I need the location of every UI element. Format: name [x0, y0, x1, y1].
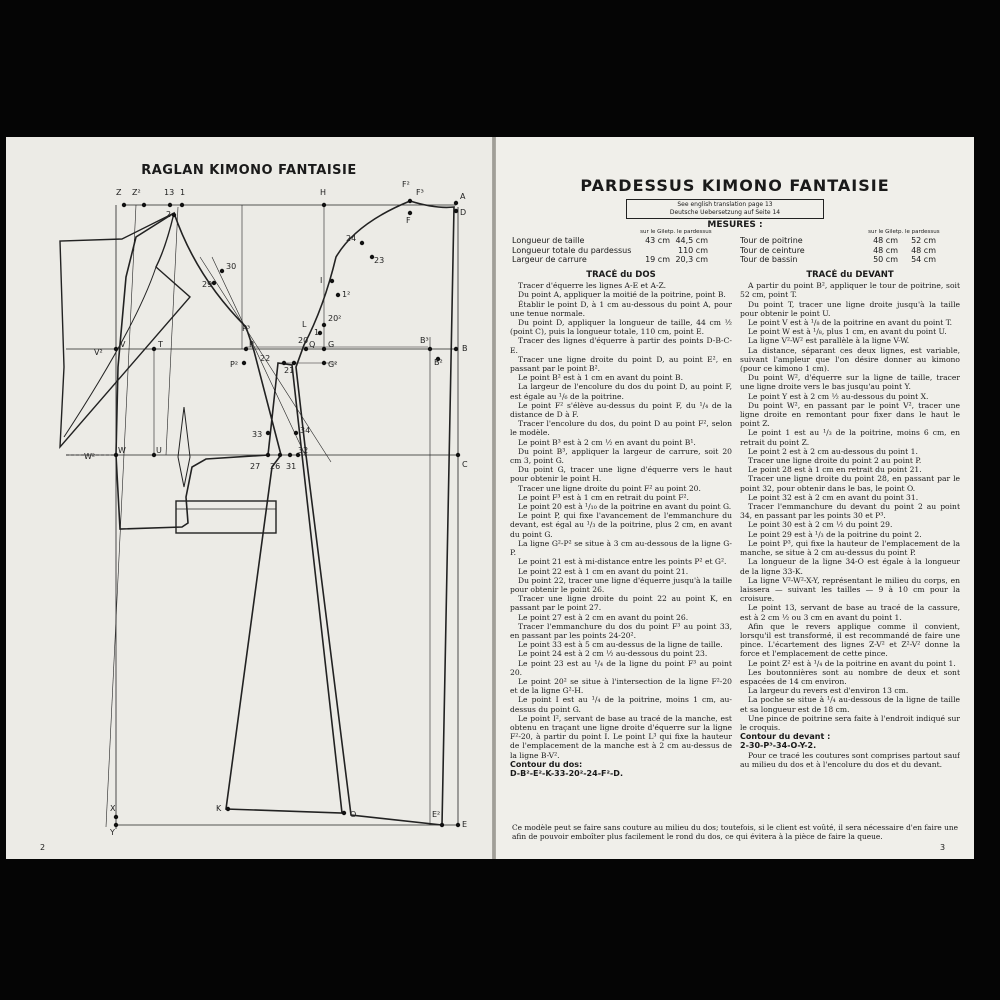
paragraph: Le point V est à ¹/₈ de la poitrine en avant du point T. [748, 318, 953, 328]
point-label-D: D [460, 208, 467, 217]
point-label-V: V [120, 340, 126, 349]
point-label-31: 31 [286, 462, 297, 471]
point-label-B: B [462, 344, 468, 353]
point-label-K: K [216, 804, 222, 813]
mesures-title: MESURES : [707, 220, 763, 230]
bottom-note: Ce modèle peut se faire sans couture au milieu du dos; toutefois, si le client est voûté, il sera nécessaire d'en faire une afin de pouvoir emboîter plus facilement le rond du dos, ce qui évitera à la pièce de faire la queue. [512, 823, 958, 841]
point-label-30: 30 [226, 262, 237, 271]
mesure-row: Tour de ceinture 48 cm 48 cm [740, 245, 936, 255]
mesure-row: Tour de poitrine 48 cm 52 cm [740, 236, 936, 245]
point-label-32: 32 [298, 446, 309, 455]
paragraph: Le point 32 est à 2 cm en avant du point 31. [748, 492, 919, 502]
paragraph: Le point Y est à 2 cm ½ au-dessous du point X. [748, 391, 929, 401]
paragraph: Du point D, appliquer la longueur de taille, 44 cm ½ (point C), puis la longueur totale, 110 cm, point E. [510, 318, 732, 337]
paragraph: Le point 24 est à 2 cm ½ au-dessous du point 23. [518, 649, 708, 659]
point-label-W2: W² [84, 452, 96, 461]
paragraph: Le point I², servant de base au tracé de la manche, est obtenu en traçant une ligne droite d'équerre sur la ligne F²-20, à partir du point I. Le point L³ qui fixe la hauteur de l'emplacement de la manche est à 2 cm au-dessus de la ligne B-V². [510, 713, 732, 760]
point-label-I2: 1² [342, 290, 351, 299]
paragraph: Le point 28 est à 1 cm en retrait du point 21. [748, 465, 922, 475]
point-label-2: 2 [166, 210, 172, 219]
point-label-G2: G² [328, 360, 338, 369]
paragraph: Afin que le revers applique comme il convient, lorsqu'il est transformé, il est recommandé de faire une pince. L'écartement des lignes Z-V² et Z²-V² donne la force et l'emplacement de cette pince. [740, 621, 960, 659]
trace-dos-text [510, 281, 732, 760]
point-label-23: 23 [374, 256, 385, 265]
point-label-H: H [320, 188, 327, 197]
paragraph: Du point 22, tracer une ligne d'équerre jusqu'à la taille pour obtenir le point 26. [510, 575, 732, 594]
point-label-C: C [462, 460, 468, 469]
point-label-O: O [350, 810, 357, 819]
point-label-22: 22 [260, 354, 271, 363]
paragraph: Établir le point D, à 1 cm au-dessous du point A, pour une tenue normale. [510, 299, 732, 318]
point-label-V2: V² [94, 348, 103, 357]
paragraph: Le point 13, servant de base au tracé de la cassure, est à 2 cm ½ ou 3 cm en avant du point 1. [740, 603, 960, 622]
paragraph: Tracer l'emmanchure du devant du point 2 au point 34, en passant par les points 30 et P³. [740, 502, 960, 521]
point-label-20-2: 20² [328, 314, 342, 323]
trace-dos-column [510, 269, 732, 821]
raglan-pattern-diagram [6, 137, 492, 859]
trace-devant-column [740, 269, 960, 821]
translation-german: Deutsche Uebersetzung auf Seite 14 [669, 209, 781, 216]
paragraph: Tracer d'équerre les lignes A-E et A-Z. [518, 281, 667, 291]
paragraph: Le point 20² se situe à l'intersection de la ligne F²-20 et de la ligne G²-H. [510, 676, 732, 696]
paragraph: Du point W², en passant par le point V², tracer une ligne droite en remontant pour fixer dans le haut le point Z. [740, 400, 960, 429]
point-label-P3: P³ [242, 324, 251, 333]
point-label-B3: B³ [420, 336, 429, 345]
paragraph: Le point F³ est à 1 cm en retrait du point F². [518, 492, 689, 502]
paragraph: Le point F² s'élève au-dessus du point F, du ¹/₄ de la distance de D à F. [510, 400, 732, 420]
paragraph: Le point 1 est au ¹/₃ de la poitrine, moins 6 cm, en retrait du point Z. [740, 428, 960, 447]
mesure-row: Tour de bassin 50 cm 54 cm [740, 255, 936, 264]
point-label-L: L [302, 320, 307, 329]
paragraph: La distance, séparant ces deux lignes, est variable, suivant l'ampleur que l'on désire donner au kimono (pour ce kimono 1 cm). [740, 345, 960, 374]
header-pardessus: p. le pardessus [670, 229, 712, 235]
paragraph: Le point W est à ¹/₈, plus 1 cm, en avant du point U. [748, 327, 947, 337]
contour-dos-value: D-B²-E²-K-33-20²-24-F²-D. [510, 768, 623, 778]
paragraph: Tracer l'encolure du dos, du point D au point F², selon le modèle. [510, 419, 732, 438]
point-label-13: 13 [164, 188, 175, 197]
point-label-Q: Q [309, 340, 316, 349]
trace-devant-title: TRACÉ du DEVANT [806, 270, 894, 280]
page-title: PARDESSUS KIMONO FANTAISIE [580, 176, 890, 195]
paragraph: Les boutonnières sont au nombre de deux et sont espacées de 14 cm environ. [740, 667, 960, 686]
paragraph: Du point B³, appliquer la largeur de carrure, soit 20 cm 3, point G. [510, 446, 732, 466]
paragraph: Le point 30 est à 2 cm ½ du point 29. [748, 520, 893, 530]
point-label-G: G [328, 340, 335, 349]
paragraph: Le point P, qui fixe l'avancement de l'emmanchure du devant, est égal au ¹/₃ de la poitrine, plus 2 cm, en avant du point G. [510, 511, 732, 539]
translation-box [626, 199, 824, 219]
point-label-W: W [118, 446, 126, 455]
header-gilet: sur le Gilet [640, 229, 670, 235]
paragraph: Le point B³ est à 2 cm ½ en avant du point B¹. [518, 437, 696, 447]
point-label-X: X [110, 804, 116, 813]
paragraph: Le point 22 est à 1 cm en avant du point 21. [518, 566, 689, 576]
trace-devant-text [740, 281, 960, 732]
point-label-24: 24 [346, 234, 357, 243]
point-label-21: 21 [284, 366, 295, 375]
paragraph: Tracer une ligne droite du point F² au point 20. [518, 483, 701, 493]
paragraph: La largeur du revers est d'environ 13 cm. [748, 686, 909, 696]
point-label-B2: B² [434, 358, 443, 367]
translation-english: See english translation page 13 [677, 201, 773, 208]
paragraph: Le point 27 est à 2 cm en avant du point 26. [518, 612, 689, 622]
point-label-27: 27 [250, 462, 261, 471]
paragraph: La ligne G²-P² se situe à 3 cm au-dessous de la ligne G-P. [510, 538, 732, 558]
paragraph: La longueur de la ligne 34-O est égale à la longueur de la ligne 33-K. [740, 557, 960, 576]
paragraph: La ligne V²-W²-X-Y, représentant le milieu du corps, en laissera — suivant les tailles — 9 à 10 cm pour la croisure. [740, 575, 960, 604]
paragraph: Tracer une ligne droite du point 22 au point K, en passant par le point 27. [510, 594, 732, 613]
paragraph: Du point G, tracer une ligne d'équerre vers le haut pour obtenir le point H. [510, 465, 732, 484]
mesure-row: Longueur de taille 43 cm 44,5 cm [512, 236, 708, 245]
paragraph: La poche se situe à ¹/₄ au-dessous de la ligne de taille et sa longueur est de 18 cm. [740, 695, 960, 714]
paragraph: Le point B² est à 1 cm en avant du point B. [518, 373, 683, 383]
contour-devant-value: 2-30-P³-34-O-Y-2. [740, 741, 817, 751]
point-label-1a: 1 [180, 188, 186, 197]
pattern-title: RAGLAN KIMONO FANTAISIE [141, 163, 357, 178]
page-number-right: 3 [940, 843, 946, 852]
paragraph: Le point 21 est à mi-distance entre les points P² et G². [518, 557, 727, 567]
paragraph: Du point A, appliquer la moitié de la poitrine, point B. [518, 290, 726, 300]
point-label-A: A [460, 192, 466, 201]
mesures-left-table [512, 229, 712, 265]
paragraph: Le point 29 est à ¹/₃ de la poitrine du point 2. [748, 529, 922, 539]
point-label-20: 20 [298, 336, 309, 345]
point-label-E: E [462, 820, 468, 829]
paragraph: Du point W², d'équerre sur la ligne de taille, tracer une ligne droite vers le bas jusqu'au point Y. [740, 373, 960, 392]
devant-end-text: Pour ce tracé les coutures sont comprises partout sauf au milieu du dos et à l'encolure du dos et du devant. [740, 750, 960, 769]
contour-dos-title: Contour du dos: [510, 759, 583, 769]
paragraph: Le point 20 est à ¹/₁₀ de la poitrine en avant du point G. [518, 502, 732, 512]
point-label-29: 29 [202, 280, 213, 289]
trace-dos-title: TRACÉ du DOS [586, 270, 656, 280]
mesure-row: Largeur de carrure 19 cm 20,3 cm [512, 255, 708, 264]
point-label-U: U [156, 446, 162, 455]
point-label-E2: E² [432, 810, 441, 819]
paragraph: Tracer une ligne droite du point 2 au point P. [748, 456, 922, 466]
paragraph: Le point 23 est au ¹/₄ de la ligne du point F³ au point 20. [510, 658, 732, 677]
mesure-row: Longueur totale du pardessus 110 cm [512, 245, 708, 255]
point-label-P2: P² [230, 360, 239, 369]
paragraph: A partir du point B², appliquer le tour de poitrine, soit 52 cm, point T. [740, 281, 960, 300]
point-label-F: F [406, 216, 411, 225]
mesures-right-table: sur le Gilet p. le pardessus Tour de poitrine 48 cm 52 cm Tour de ceinture 48 cm 48 cm Tour de bassin 50 cm 54 cm [740, 229, 960, 265]
paragraph: Tracer l'emmanchure du dos du point F³ au point 33, en passant par les points 24-20². [510, 621, 732, 640]
paragraph: Le point 33 est à 5 cm au-dessus de la ligne de taille. [518, 640, 723, 650]
point-label-T: T [158, 340, 163, 349]
point-label-I: I [320, 276, 323, 285]
left-page [6, 137, 492, 859]
point-label-26: 26 [270, 462, 281, 471]
point-label-Y: Y [110, 828, 115, 837]
paragraph: Le point I est au ¹/₄ de la poitrine, moins 1 cm, au-dessus du point G. [510, 695, 732, 714]
contour-devant-title: Contour du devant : [740, 732, 831, 742]
point-label-Z: Z [116, 188, 122, 197]
point-label-F2: F² [402, 180, 410, 189]
paragraph: Du point T, tracer une ligne droite jusqu'à la taille pour obtenir le point U. [740, 299, 960, 318]
point-label-34: 34 [300, 426, 311, 435]
page-number-left: 2 [40, 843, 46, 852]
paragraph: Le point P³, qui fixe la hauteur de l'emplacement de la manche, se situe à 2 cm au-dessus du point P. [740, 538, 960, 558]
right-page [496, 137, 974, 859]
paragraph: La largeur de l'encolure du dos du point D, au point F, est égale au ¹/₆ de la poitrine. [510, 382, 732, 401]
point-label-F3: F³ [416, 188, 424, 197]
paragraph: La ligne V²-W² est parallèle à la ligne V-W. [748, 336, 910, 346]
point-label-1b: 1 [314, 328, 320, 337]
paragraph: Une pince de poitrine sera faite à l'endroit indiqué sur le croquis. [740, 713, 960, 732]
paragraph: Tracer une ligne droite du point 28, en passant par le point 32, pour obtenir dans le bas, le point O. [740, 474, 960, 493]
point-label-33: 33 [252, 430, 263, 439]
paragraph: Le point Z² est à ¹/₄ de la poitrine en avant du point 1. [748, 658, 956, 668]
paragraph: Le point 2 est à 2 cm au-dessous du point 1. [748, 446, 918, 456]
paragraph: Tracer des lignes d'équerre à partir des points D-B-C-E. [510, 336, 732, 355]
paragraph: Tracer une ligne droite du point D, au point E², en passant par le point B². [510, 354, 732, 374]
point-label-P: P [249, 340, 254, 349]
point-label-Z2: Z² [132, 188, 141, 197]
